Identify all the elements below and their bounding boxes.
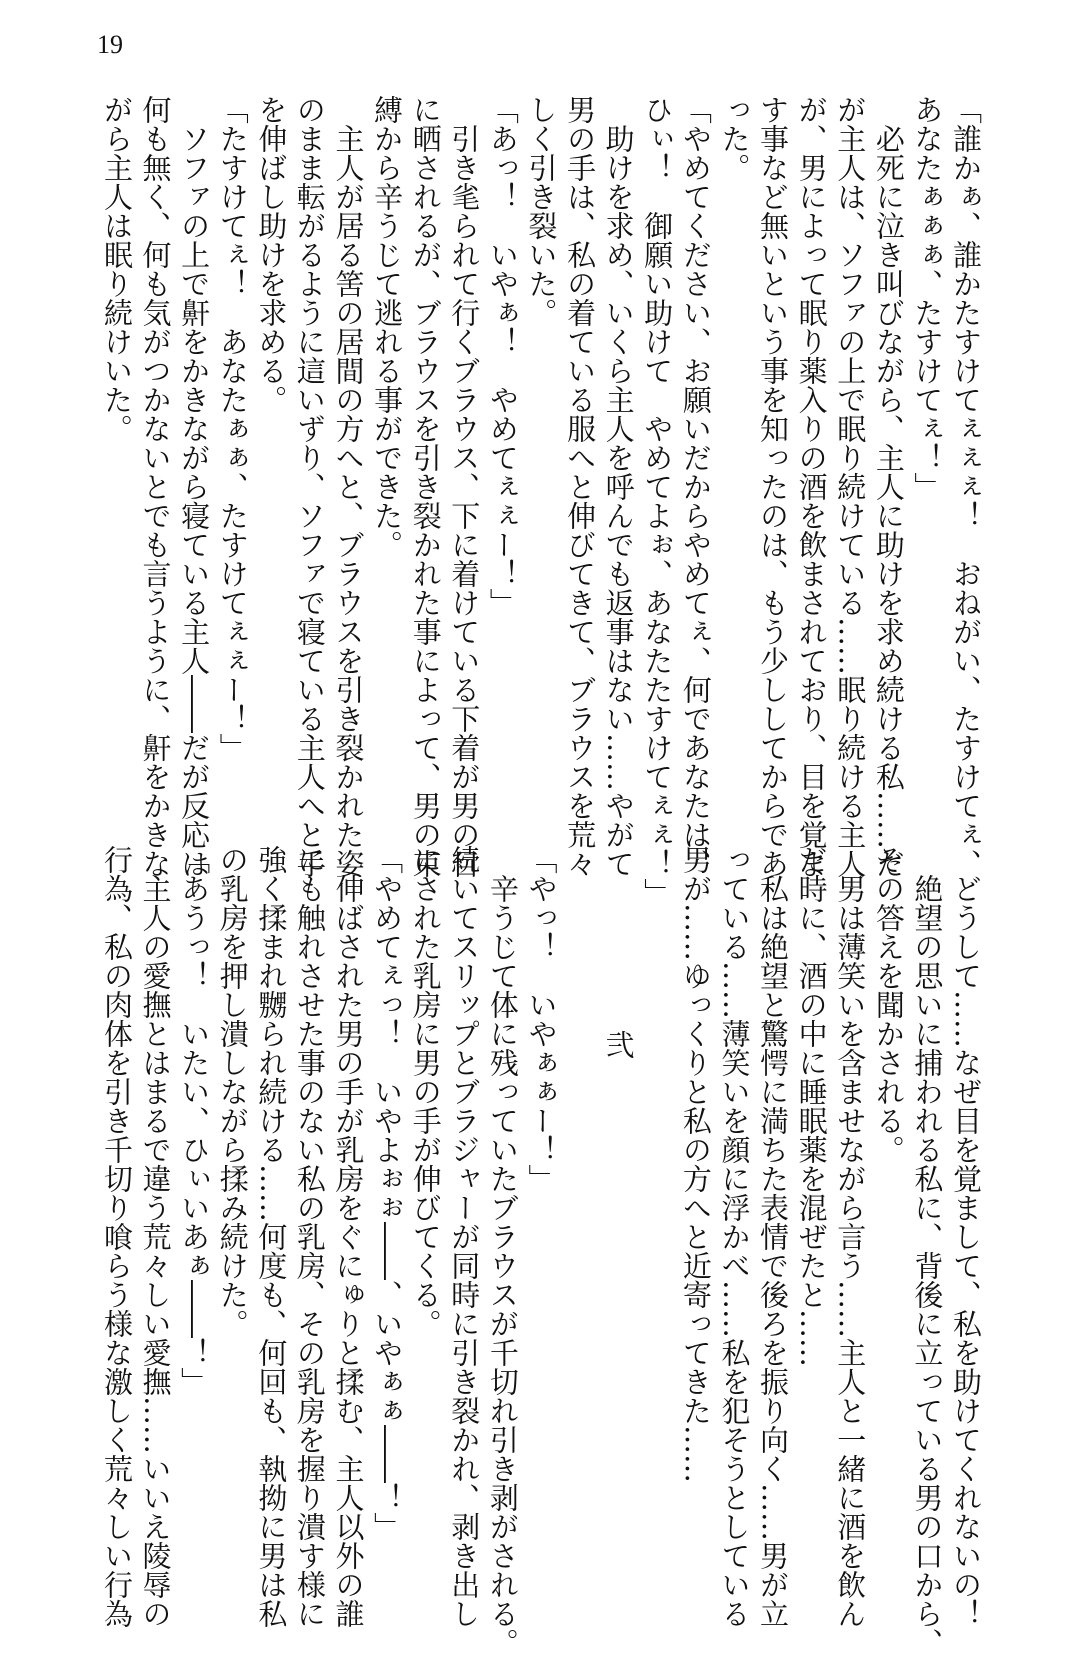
text-line: 男の手は、私の着ている服へと伸びてきて、ブラウスを荒々	[563, 95, 598, 878]
text-line: がら主人は眠り続けいた。	[99, 95, 134, 443]
blank-line	[560, 845, 599, 1495]
text-line: どうして……なぜ目を覚まして、私を助けてくれないの！	[949, 845, 983, 1628]
text-line: 「たすけてぇ！ あなたぁぁ、たすけてぇぇー！」	[215, 95, 250, 762]
text-line: が主人は、ソファの上で眠り続けている……眠り続ける主人	[833, 95, 868, 878]
text-line: 辛うじて体に残っていたブラウスが千切れ引き剥がされる。	[485, 845, 520, 1657]
text-line: 絶望の思いに捕われる私に、背後に立っている男の口から、	[910, 845, 945, 1657]
section-heading: 弐	[601, 1030, 636, 1059]
text-line: 伸ばされた男の手が乳房をぐにゅりと揉む、主人以外の誰	[331, 845, 366, 1628]
text-line: 「やめてぇっ！ いやよぉぉ――、いやぁぁ――！」	[370, 845, 405, 1541]
text-line: っている……薄笑いを顔に浮かべ……私を犯そうとしている	[717, 845, 752, 1628]
text-line: ひぃ！ 御願い助けて やめてよぉ、あなたたすけてぇぇ！」	[640, 95, 675, 907]
text-line: に晒されるが、ブラウスを引き裂かれた事によって、男の束	[408, 95, 443, 878]
text-line: 「やめてください、お願いだからやめてぇ、何であなたは、	[678, 95, 713, 878]
text-line: にされた乳房に男の手が伸びてくる。	[408, 845, 443, 1338]
text-line: 主人が居る筈の居間の方へと、ブラウスを引き裂かれた姿	[331, 95, 366, 878]
text-line: 行為、私の肉体を引き千切り喰らう様な激しく荒々しい行為	[99, 845, 134, 1628]
text-line: った。	[717, 95, 752, 182]
text-line: を伸ばし助けを求める。	[254, 95, 289, 414]
text-line: 「あうっ！ いたい、ひぃいあぁ――！」	[177, 845, 212, 1396]
blank-line	[638, 845, 677, 1495]
text-line: 助けを求め、いくら主人を呼んでも返事はない……やがて	[601, 95, 636, 878]
text-line: 何も無く、何も気がつかないとでも言うように、鼾をかきな	[138, 95, 173, 878]
text-line: 男は薄笑いを含ませながら言う……主人と一緒に酒を飲ん	[833, 845, 868, 1628]
text-line: 「やっ！ いやぁぁー！」	[524, 845, 559, 1193]
text-line: しく引き裂いた。	[524, 95, 559, 327]
text-line: 続いてスリップとブラジャーが同時に引き裂かれ、剥き出し	[447, 845, 482, 1628]
text-line: 主人の愛撫とはまるで違う荒々しい愛撫……いいえ陵辱の	[138, 845, 173, 1628]
text-line: の乳房を押し潰しながら揉み続けた。	[215, 845, 250, 1338]
text-line: のまま転がるように這いずり、ソファで寝ている主人へと手	[292, 95, 327, 878]
text-block-bottom	[97, 845, 985, 1657]
text-line: す事など無いという事を知ったのは、もう少ししてからであ	[756, 95, 791, 878]
text-line: にも触れさせた事のない私の乳房、その乳房を握り潰す様に	[292, 845, 327, 1628]
text-line: その答えを聞かされる。	[871, 845, 906, 1164]
page-number: 19	[97, 30, 123, 59]
text-line: 引き毟られて行くブラウス、下に着けている下着が男の目	[447, 95, 482, 878]
text-block-top	[97, 95, 985, 907]
text-line: 縛から辛うじて逃れる事ができた。	[370, 95, 405, 559]
text-line: だ時に、酒の中に睡眠薬を混ぜたと……	[794, 845, 829, 1367]
text-line: 強く揉まれ嬲られ続ける……何度も、何回も、執拗に男は私	[254, 845, 289, 1628]
text-line: 「あっ！ いやぁ！ やめてぇぇー！」	[485, 95, 520, 617]
text-line: が、男によって眠り薬入りの酒を飲まされており、目を覚ま	[794, 95, 829, 878]
text-line: 必死に泣き叫びながら、主人に助けを求め続ける私……だ	[871, 95, 906, 878]
text-line: ソファの上で鼾をかきながら寝ている主人――だが反応は	[177, 95, 212, 878]
text-line: あなたぁぁぁ、たすけてぇ！」	[910, 95, 945, 501]
text-line: 「誰かぁ、誰かたすけてぇぇぇ！ おねがい、たすけてぇ、	[949, 95, 983, 878]
text-line: 私は絶望と驚愕に満ちた表情で後ろを振り向く……男が立	[756, 845, 791, 1628]
text-line: 男が……ゆっくりと私の方へと近寄ってきた……	[678, 845, 713, 1483]
